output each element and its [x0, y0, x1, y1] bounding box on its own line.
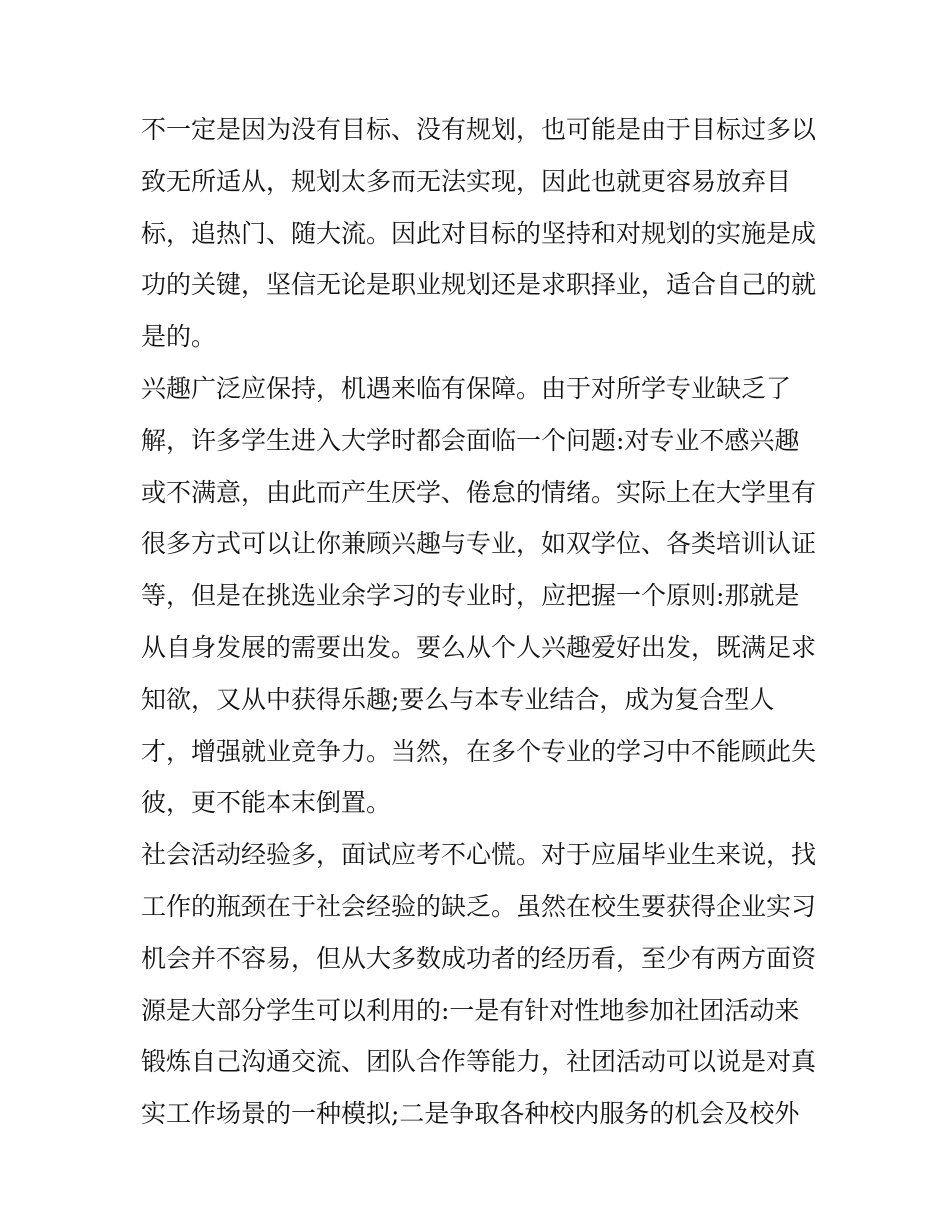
text-line: 知欲，又从中获得乐趣;要么与本专业结合，成为复合型人: [141, 684, 775, 714]
text-line: 很多方式可以让你兼顾兴趣与专业，如双学位、各类培训认证: [141, 529, 817, 559]
text-line: 锻炼自己沟通交流、团队合作等能力，社团活动可以说是对真: [141, 1047, 817, 1077]
text-line: 等，但是在挑选业余学习的专业时，应把握一个原则:那就是: [141, 581, 800, 611]
text-line: 机会并不容易，但从大多数成功者的经历看，至少有两方面资: [141, 943, 817, 973]
text-line: 彼，更不能本末倒置。: [141, 788, 392, 818]
text-line: 社会活动经验多，面试应考不心慌。对于应届毕业生来说，找: [141, 840, 817, 870]
text-line: 解，许多学生进入大学时都会面临一个问题:对专业不感兴趣: [141, 425, 800, 455]
text-line: 源是大部分学生可以利用的:一是有针对性地参加社团活动来: [141, 995, 800, 1025]
text-line: 从自身发展的需要出发。要么从个人兴趣爱好出发，既满足求: [141, 632, 817, 662]
text-line: 不一定是因为没有目标、没有规划，也可能是由于目标过多以: [141, 115, 817, 144]
body-text: [141, 104, 841, 1140]
text-line: 兴趣广泛应保持，机遇来临有保障。由于对所学专业缺乏了: [141, 373, 792, 403]
text-line: 实工作场景的一种模拟;二是争取各种校内服务的机会及校外: [141, 1099, 800, 1129]
text-line: 功的关键，坚信无论是职业规划还是求职择业，适合自己的就: [141, 270, 817, 300]
text-line: 致无所适从，规划太多而无法实现，因此也就更容易放弃目: [141, 166, 792, 196]
text-line: 标，追热门、随大流。因此对目标的坚持和对规划的实施是成: [141, 218, 817, 248]
text-line: 工作的瓶颈在于社会经验的缺乏。虽然在校生要获得企业实习: [141, 891, 817, 921]
text-line: 是的。: [141, 322, 217, 352]
text-line: 或不满意，由此而产生厌学、倦怠的情绪。实际上在大学里有: [141, 477, 817, 507]
text-line: 才，增强就业竞争力。当然，在多个专业的学习中不能顾此失: [141, 736, 817, 766]
